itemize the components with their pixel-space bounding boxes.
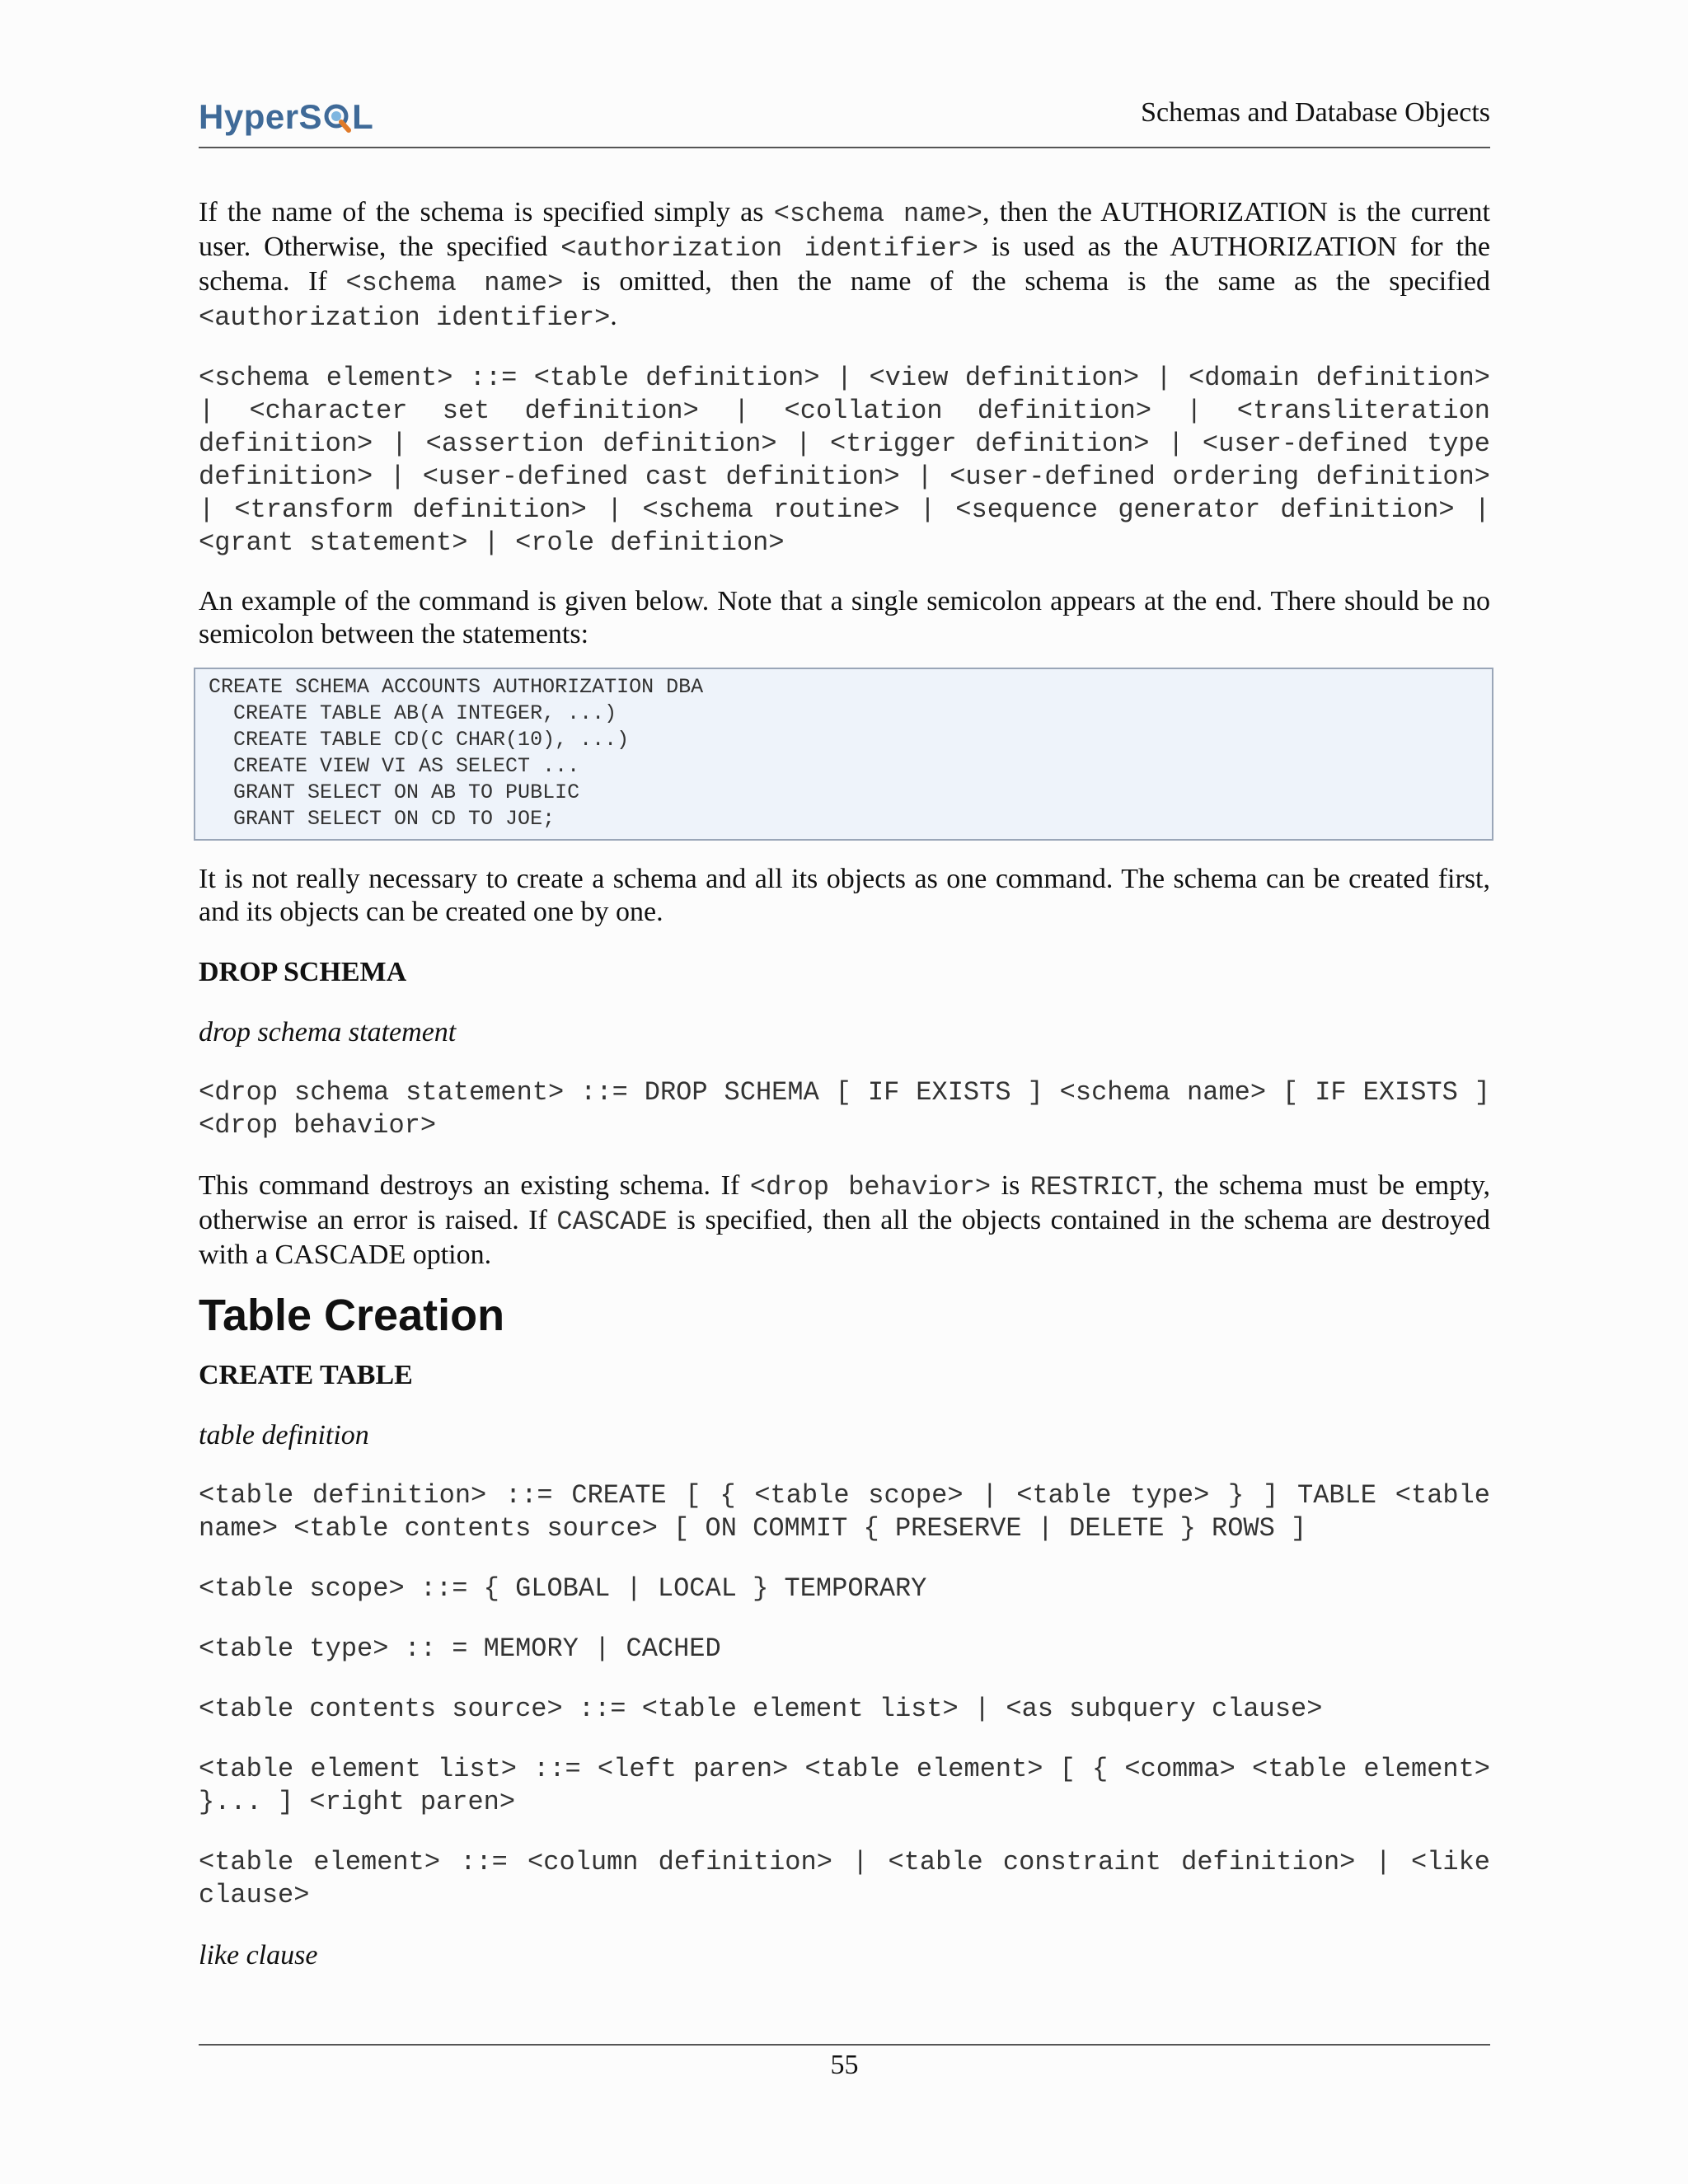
code-line: CREATE TABLE CD(C CHAR(10), ...) [209, 728, 630, 752]
code-line: GRANT SELECT ON CD TO JOE; [209, 807, 556, 831]
subheading-like-clause: like clause [199, 1940, 318, 1971]
page-header [199, 92, 1490, 148]
text-run: is [991, 1170, 1030, 1201]
page-number: 55 [830, 2050, 859, 2080]
grammar-table-contents-source: <table contents source> ::= <table element list> | <as subquery clause> [199, 1694, 1323, 1724]
inline-code-token: <schema name> [773, 199, 983, 229]
running-header-title: Schemas and Database Objects [1141, 97, 1490, 128]
code-line: CREATE TABLE AB(A INTEGER, ...) [209, 701, 617, 725]
text-run: , then the AUTHORIZATION is the current user. Otherwise, the specified [199, 197, 1491, 262]
grammar-table-definition: <table definition> ::= CREATE [ { <table scope> | <table type> } ] TABLE <table name> <table contents source> [ ON COMMIT { PRESERVE | DELETE } ROWS ] [199, 1480, 1490, 1544]
text-run: is omitted, then the name of the schema is the same as the specified [563, 266, 1490, 297]
code-line: CREATE SCHEMA ACCOUNTS AUTHORIZATION DBA [209, 675, 704, 699]
text-run: If the name of the schema is specified simply as [199, 197, 774, 227]
magnifier-q-icon [323, 101, 351, 133]
grammar-drop-schema: <drop schema statement> ::= DROP SCHEMA [ IF EXISTS ] <schema name> [ IF EXISTS ] <drop behavior> [199, 1077, 1490, 1141]
subheading-table-definition: table definition [199, 1420, 369, 1451]
heading-create-table: CREATE TABLE [199, 1360, 413, 1390]
text-run: is used as the AUTHORIZATION for the schema. If [199, 232, 1491, 297]
code-line: CREATE VIEW VI AS SELECT ... [209, 754, 580, 778]
text-run: This command destroys an existing schema. If [199, 1170, 750, 1201]
grammar-table-element-list: <table element list> ::= <left paren> <table element> [ { <comma> <table element> }... ] <right paren> [199, 1754, 1490, 1817]
page-content [199, 190, 1490, 1972]
paragraph-schema-authorization [199, 196, 1490, 335]
inline-code-token: <schema name> [345, 268, 564, 298]
inline-code-token: <authorization identifier> [560, 233, 978, 264]
code-line: GRANT SELECT ON AB TO PUBLIC [209, 780, 580, 804]
text-run: , the schema must be empty, otherwise an error is raised. If [199, 1170, 1490, 1235]
inline-code-token: CASCADE [556, 1207, 668, 1237]
logo-text-l: L [352, 97, 374, 136]
logo-text-hypers: HyperS [199, 97, 323, 136]
inline-code-token: <drop behavior> [749, 1172, 992, 1202]
paragraph-example-intro: An example of the command is given below. Note that a single semicolon appears at the end. There should be no semicolon between the statements: [199, 586, 1490, 649]
grammar-schema-element: <schema element> ::= <table definition> | <view definition> | <domain definition> | <character set definition> | <collation definition> | <transliteration definition> | <assertion definition> | <trigger definition> | <user-defined type definition> | <user-defined cast definition> | <user-defined ordering definition> | <transform definition> | <schema routine> | <sequence generator definition> | <grant statement> | <role definition> [199, 363, 1490, 558]
heading-drop-schema: DROP SCHEMA [199, 957, 407, 987]
grammar-table-scope: <table scope> ::= { GLOBAL | LOCAL } TEMPORARY [199, 1573, 927, 1604]
paragraph-schema-objects: It is not really necessary to create a schema and all its objects as one command. The schema can be created first, and its objects can be created one by one. [199, 864, 1490, 927]
grammar-table-type: <table type> :: = MEMORY | CACHED [199, 1633, 721, 1664]
inline-code-token: <authorization identifier> [199, 302, 611, 333]
subheading-drop-schema-statement: drop schema statement [199, 1017, 457, 1047]
section-title-table-creation: Table Creation [199, 1291, 505, 1340]
inline-code-token: RESTRICT [1029, 1172, 1157, 1202]
grammar-table-element: <table element> ::= <column definition> | <table constraint definition> | <like clause> [199, 1847, 1490, 1910]
footer-rule [199, 2044, 1490, 2046]
hypersql-logo [199, 97, 373, 137]
text-run: . [610, 301, 617, 331]
text-run: is specified, then all the objects contained in the schema are destroyed with a CASCADE option. [199, 1205, 1490, 1270]
paragraph-drop-behavior [199, 1169, 1490, 1272]
code-example-create-schema [194, 668, 1493, 841]
